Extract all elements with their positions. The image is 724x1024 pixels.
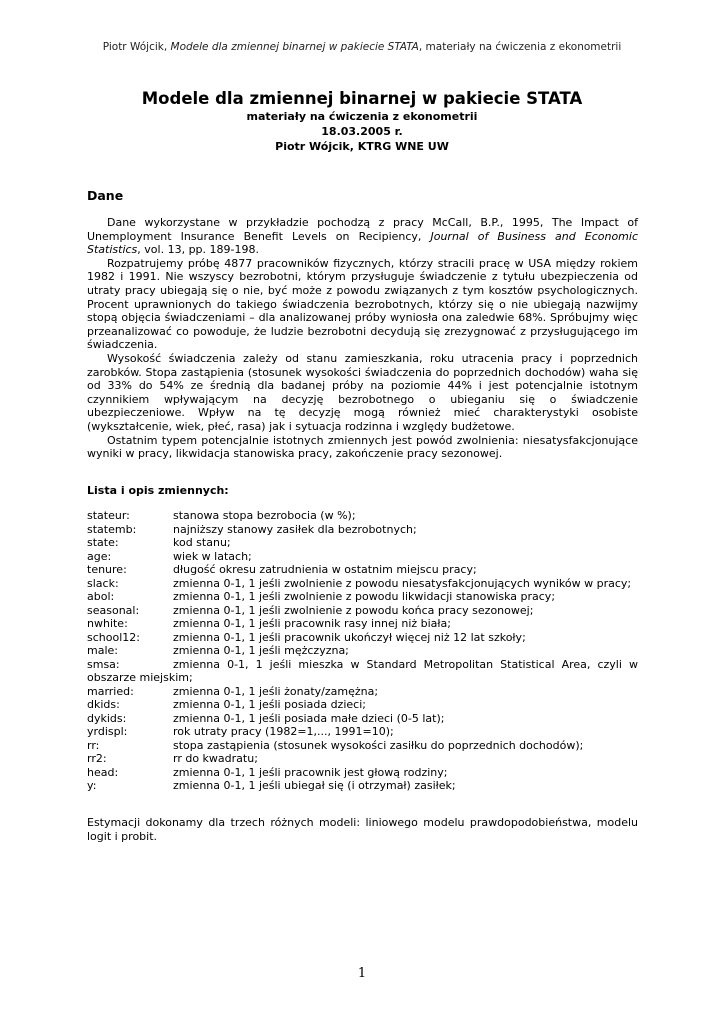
variable-description: rr do kwadratu; <box>173 752 258 765</box>
document-title: Modele dla zmiennej binarnej w pakiecie STATA <box>141 89 583 108</box>
variable-description: najniższy stanowy zasiłek dla bezrobotnych; <box>173 522 417 536</box>
section-heading-dane: Dane <box>87 188 124 203</box>
page-number: 1 <box>357 966 367 981</box>
variable-row <box>87 752 638 766</box>
variable-name: seasonal: <box>87 603 140 617</box>
variable-row <box>87 563 638 577</box>
variable-name: abol: <box>87 590 115 603</box>
variable-row <box>87 617 638 631</box>
running-header <box>0 41 724 53</box>
journal-name: Journal of Business and Economic Statistics <box>87 229 638 257</box>
variable-name: slack: <box>87 576 119 590</box>
variable-description: rok utraty pracy (1982=1,..., 1991=10); <box>173 725 394 738</box>
section-heading-variables: Lista i opis zmiennych: <box>87 484 229 497</box>
variable-row <box>87 725 638 739</box>
variable-description: zmienna 0-1, 1 jeśli pracownik rasy innej niż biała; <box>173 617 451 630</box>
variable-row <box>87 550 638 564</box>
variable-description: zmienna 0-1, 1 jeśli ubiegał się (i otrzymał) zasiłek; <box>173 779 456 792</box>
variable-description: zmienna 0-1, 1 jeśli zwolnienie z powodu niesatysfakcjonujących wyników w pracy; <box>173 576 632 590</box>
variable-description: stanowa stopa bezrobocia (w %); <box>173 509 356 522</box>
variable-row <box>87 536 638 550</box>
variable-row <box>87 577 638 591</box>
variable-name: age: <box>87 549 112 563</box>
document-author: Piotr Wójcik, KTRG WNE UW <box>275 140 449 153</box>
variable-description: zmienna 0-1, 1 jeśli pracownik jest głową rodziny; <box>173 765 448 779</box>
variable-row <box>87 779 638 793</box>
variable-row <box>87 712 638 726</box>
variable-description: zmienna 0-1, 1 jeśli mieszka w Standard Metropolitan Statistical Area, czyli w obszarze miejskim; <box>87 657 638 684</box>
variable-row <box>87 658 638 685</box>
variable-name: married: <box>87 684 134 698</box>
paragraph-source-ref: , vol. 13, pp. 189-198. <box>137 243 259 257</box>
variable-name: statemb: <box>87 522 137 536</box>
document-date: 18.03.2005 r. <box>321 125 403 138</box>
variable-name: tenure: <box>87 563 127 576</box>
variable-description: wiek w latach; <box>173 549 252 563</box>
paragraph-dismissal: Ostatnim typem potencjalnie istotnych zmiennych jest powód zwolnienia: niesatysfakcjonujące wyniki w pracy, likwidacja stanowiska pracy, zakończenie pracy sezonowej. <box>87 433 638 461</box>
variable-row <box>87 685 638 699</box>
document-subtitle: materiały na ćwiczenia z ekonometrii <box>246 110 478 123</box>
variable-row <box>87 631 638 645</box>
variable-name: male: <box>87 644 118 657</box>
variable-name: dykids: <box>87 711 127 725</box>
variable-name: smsa: <box>87 657 120 671</box>
variable-name: nwhite: <box>87 617 128 630</box>
variable-description: długość okresu zatrudnienia w ostatnim miejscu pracy; <box>173 563 477 576</box>
header-author: Piotr Wójcik, <box>102 41 171 53</box>
variable-row <box>87 739 638 753</box>
variable-row <box>87 644 638 658</box>
variable-name: school12: <box>87 630 140 644</box>
paragraph-source-text: Dane wykorzystane w przykładzie pochodzą z pracy McCall, B.P., 1995, The Impact of Unemployment Insurance Benefit Levels on Recipiency, <box>87 216 638 243</box>
variable-row <box>87 766 638 780</box>
variable-name: y: <box>87 779 97 792</box>
paragraph-sample: Rozpatrujemy próbę 4877 pracowników fizycznych, którzy stracili pracę w USA między rokiem 1982 i 1991. Nie wszyscy bezrobotni, którym przysługuje świadczenie z tytułu ubezpieczenia od utraty pracy ubiegają się o nie, być może z powodu związanych z tym kosztów psychologicznych. Procent uprawnionych do takiego świadczenia bezrobotnych, którzy się o nie ubiegają nazwijmy stopą objęcia świadczeniami – dla analizowanej próby wyniosła ona zaledwie 68%. Spróbujmy więc przeanalizować co powoduje, że ludzie bezrobotni decydują się zrezygnować z przysługującego im świadczenia. <box>87 256 638 352</box>
paragraph-benefit: Wysokość świadczenia zależy od stanu zamieszkania, roku utracenia pracy i poprzednich zarobków. Stopa zastąpienia (stosunek wysokości świadczenia do poprzednich dochodów) waha się od 33% do 54% ze średnią dla badanej próby na poziomie 44% i jest potencjalnie istotnym czynnikiem wpływającym na decyzję bezrobotnego o ubieganiu się o świadczenie ubezpieczeniowe. Wpływ na tę decyzję mogą również mieć charakterystyki osobiste (wykształcenie, wiek, płeć, rasa) jak i sytuacja rodzinna i względy budżetowe. <box>87 351 638 433</box>
variable-name: head: <box>87 765 119 779</box>
variable-name: state: <box>87 536 119 549</box>
variable-name: rr: <box>87 738 100 752</box>
title-block <box>0 89 724 154</box>
closing-paragraph: Estymacji dokonamy dla trzech różnych modeli: liniowego modelu prawdopodobieństwa, modelu logit i probit. <box>87 816 638 843</box>
variable-name: yrdispl: <box>87 725 128 738</box>
variable-description: zmienna 0-1, 1 jeśli żonaty/zamężna; <box>173 684 379 698</box>
variable-row <box>87 604 638 618</box>
variable-name: dkids: <box>87 698 120 711</box>
variable-row <box>87 698 638 712</box>
variable-description: stopa zastąpienia (stosunek wysokości zasiłku do poprzednich dochodów); <box>173 738 584 752</box>
variable-name: rr2: <box>87 752 107 765</box>
variable-row <box>87 509 638 523</box>
variable-description: zmienna 0-1, 1 jeśli mężczyzna; <box>173 644 349 657</box>
variable-row <box>87 523 638 537</box>
variable-description: zmienna 0-1, 1 jeśli posiada dzieci; <box>173 698 366 711</box>
variable-description: zmienna 0-1, 1 jeśli zwolnienie z powodu końca pracy sezonowej; <box>173 603 534 617</box>
data-description <box>87 216 638 461</box>
header-rest: , materiały na ćwiczenia z ekonometrii <box>418 41 622 53</box>
variable-description: zmienna 0-1, 1 jeśli zwolnienie z powodu likwidacji stanowiska pracy; <box>173 590 556 603</box>
variable-description: zmienna 0-1, 1 jeśli posiada małe dzieci (0-5 lat); <box>173 711 445 725</box>
variable-name: stateur: <box>87 509 130 522</box>
header-title: Modele dla zmiennej binarnej w pakiecie STATA <box>170 41 419 53</box>
paragraph-source <box>87 216 638 257</box>
variable-list <box>87 509 638 793</box>
variable-row <box>87 590 638 604</box>
variable-description: zmienna 0-1, 1 jeśli pracownik ukończył więcej niż 12 lat szkoły; <box>173 630 526 644</box>
variable-description: kod stanu; <box>173 536 231 549</box>
